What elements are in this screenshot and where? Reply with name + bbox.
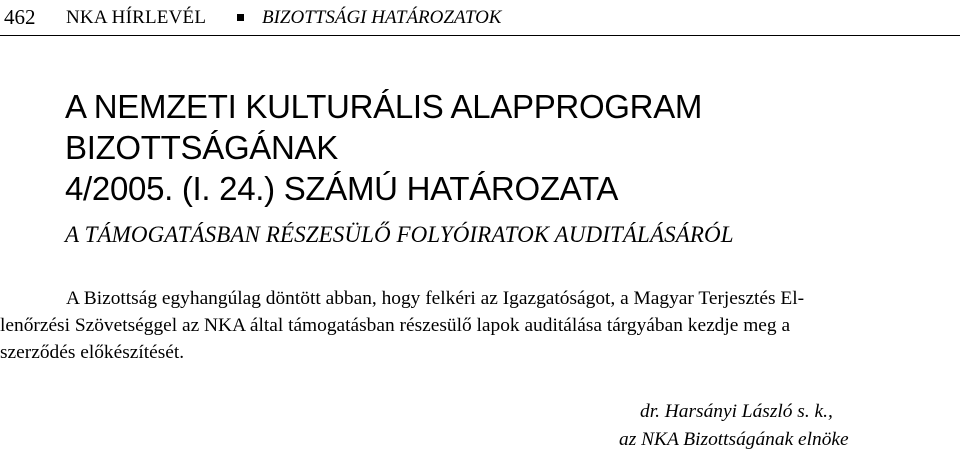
body-paragraph [0, 285, 960, 366]
signatory-name: dr. Harsányi László s. k., [640, 401, 833, 422]
body-line-3: szerződés előkészítését. [0, 342, 185, 363]
title-line-2: BIZOTTSÁGÁNAK [65, 129, 338, 166]
body-line-1: A Bizottság egyhangúlag döntött abban, hogy felkéri az Igazgatóságot, a Magyar Terjesztés El- [66, 288, 805, 309]
document-subtitle: A TÁMOGATÁSBAN RÉSZESÜLŐ FOLYÓIRATOK AUDITÁLÁSÁRÓL [65, 222, 734, 247]
section-name: BIZOTTSÁGI HATÁROZATOK [262, 7, 502, 28]
document-title [65, 86, 702, 209]
body-line-2: lenőrzési Szövetséggel az NKA által támogatásban részesülő lapok auditálása tárgyában kezdje meg a [0, 315, 791, 336]
title-line-1: A NEMZETI KULTURÁLIS ALAPPROGRAM [65, 88, 703, 125]
page-header [0, 0, 960, 36]
page-number: 462 [4, 5, 36, 29]
signatory-title: az NKA Bizottságának elnöke [619, 429, 849, 450]
square-bullet-icon [237, 14, 244, 21]
header-divider [0, 35, 960, 36]
title-line-3: 4/2005. (I. 24.) SZÁMÚ HATÁROZATA [65, 170, 619, 207]
journal-name: NKA HÍRLEVÉL [66, 7, 207, 28]
